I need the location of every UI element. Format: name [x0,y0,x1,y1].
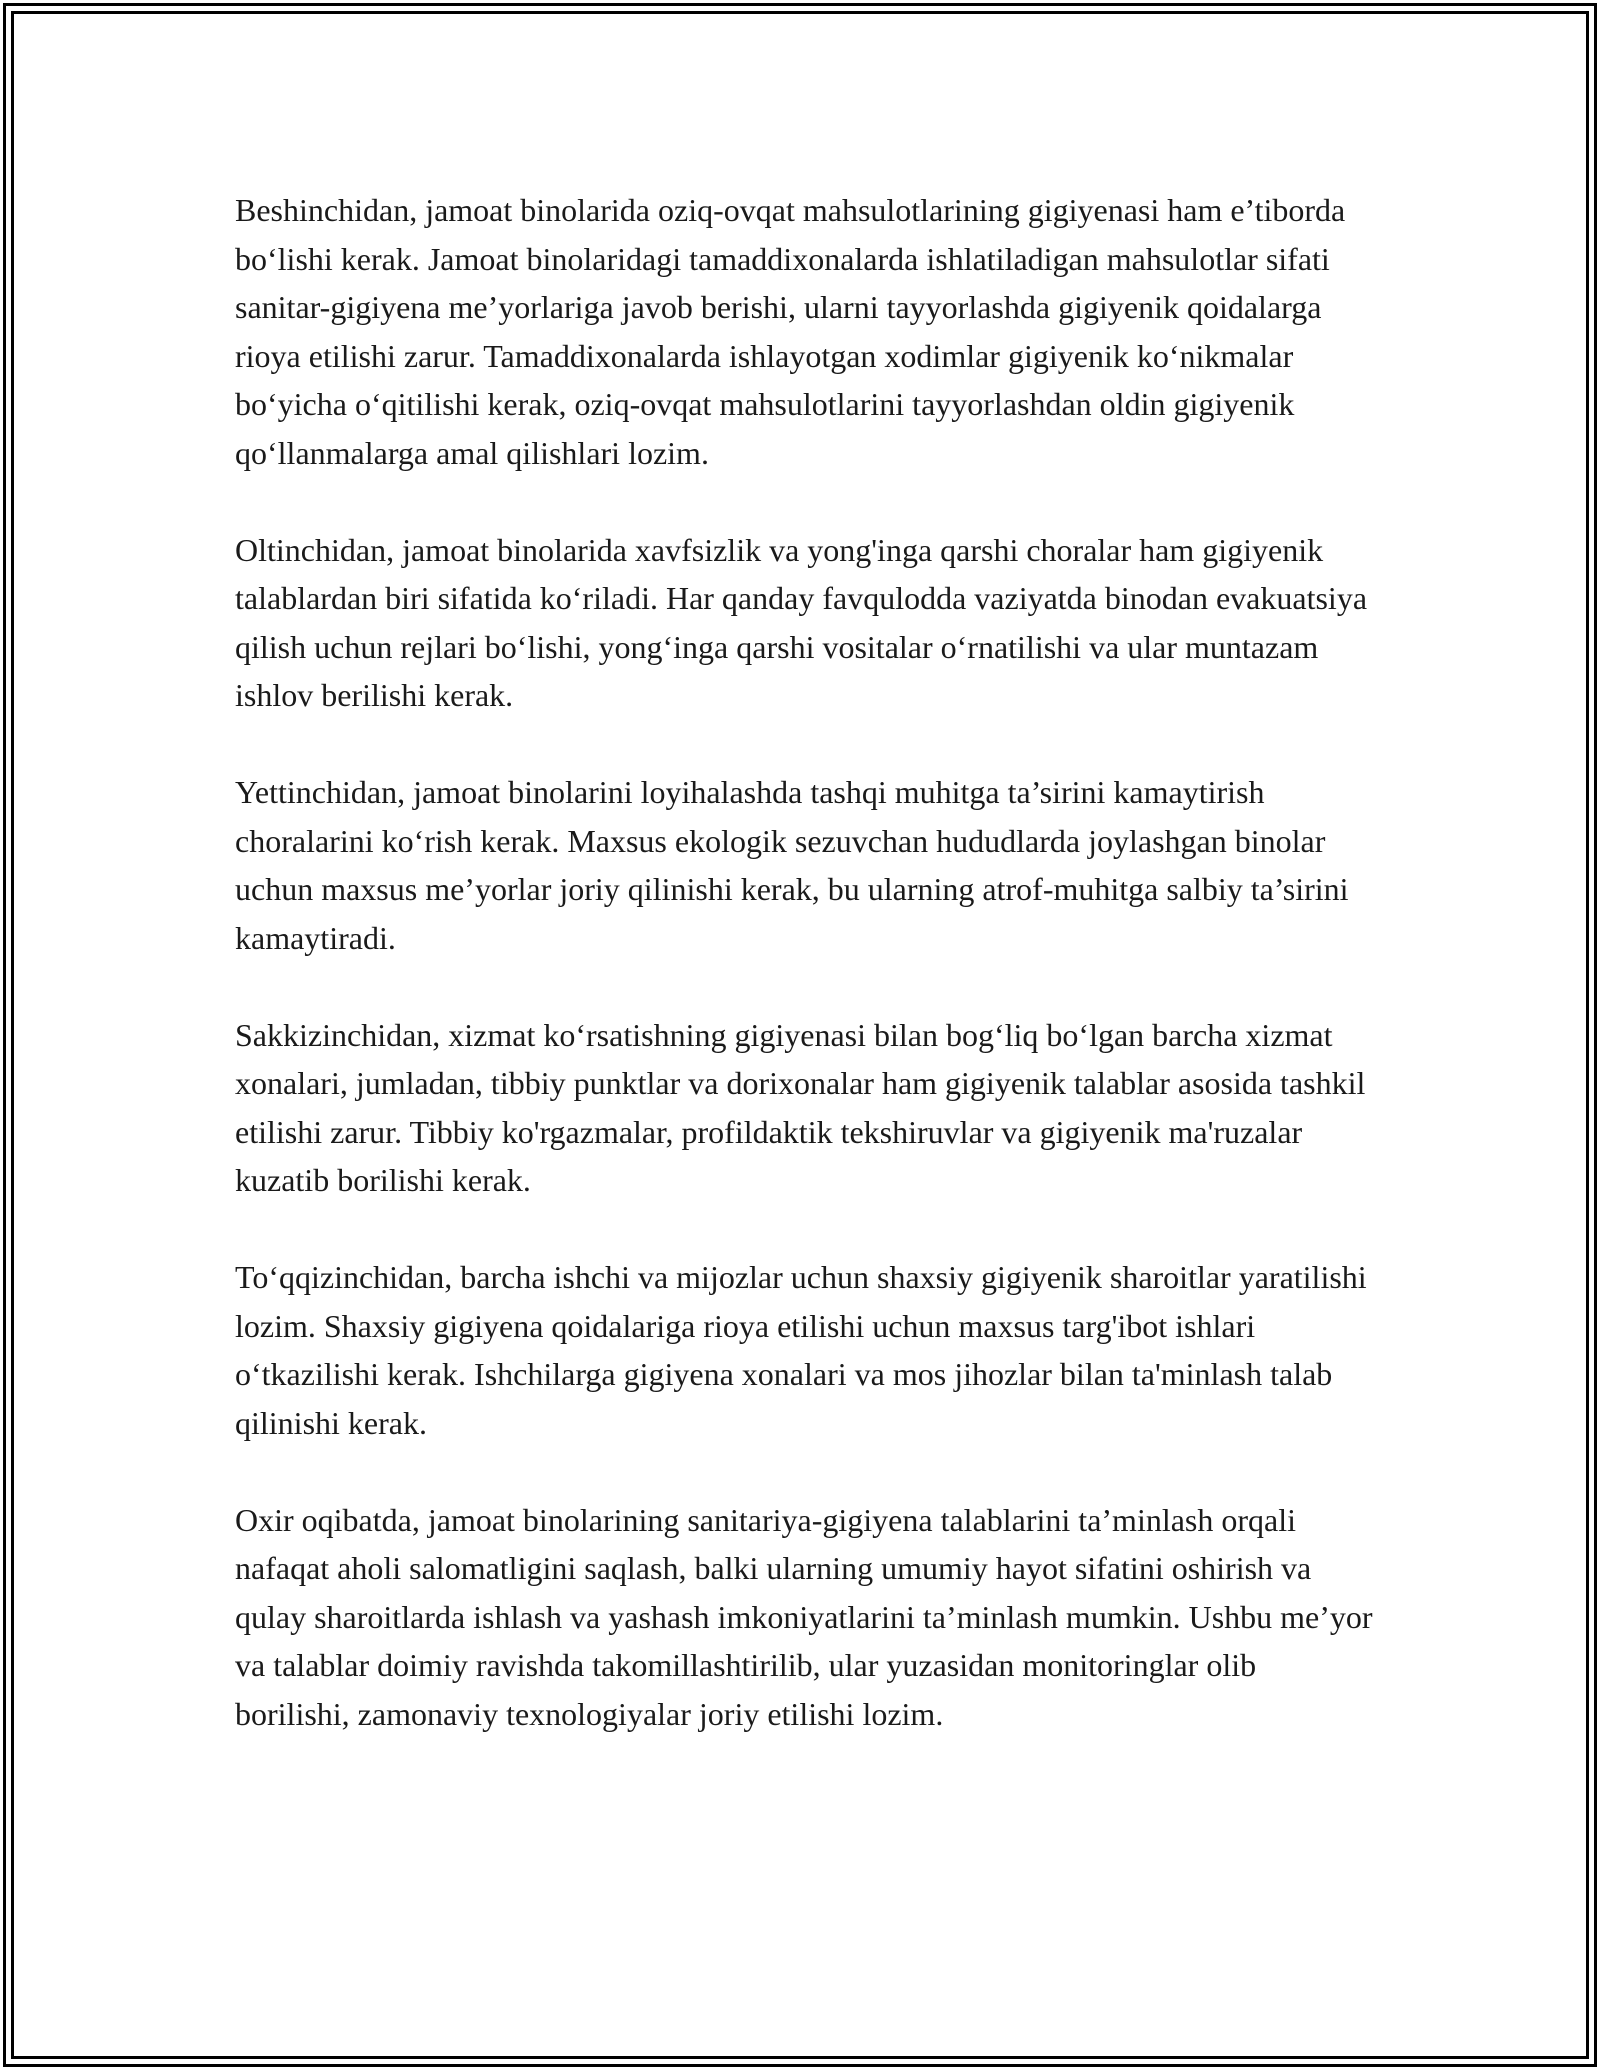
paragraph-ninth: To‘qqizinchidan, barcha ishchi va mijozlar uchun shaxsiy gigiyenik sharoitlar yaratilishi lozim. Shaxsiy gigiyena qoidalariga rioya etilishi uchun maxsus targ'ibot ishlari o‘tkazilishi kerak. Ishchilarga gigiyena xonalari va mos jihozlar bilan ta'minlash talab qilinishi kerak. [235,1259,1367,1441]
paragraph-fifth: Beshinchidan, jamoat binolarida oziq-ovqat mahsulotlarining gigiyenasi ham e’tiborda bo‘lishi kerak. Jamoat binolaridagi tamaddixonalarda ishlatiladigan mahsulotlar sifati sanitar-gigiyena me’yorlariga javob berishi, ularni tayyorlashda gigiyenik qoidalarga rioya etilishi zarur. Tamaddixonalarda ishlayotgan xodimlar gigiyenik ko‘nikmalar bo‘yicha o‘qitilishi kerak, oziq-ovqat mahsulotlarini tayyorlashdan oldin gigiyenik qo‘llanmalarga amal qilishlari lozim. [235,192,1346,471]
paragraph-eighth: Sakkizinchidan, xizmat ko‘rsatishning gigiyenasi bilan bog‘liq bo‘lgan barcha xizmat xonalari, jumladan, tibbiy punktlar va dorixonalar ham gigiyenik talablar asosida tashkil etilishi zarur. Tibbiy ko'rgazmalar, profildaktik tekshiruvlar va gigiyenik ma'ruzalar kuzatib borilishi kerak. [235,1016,1366,1198]
paragraph-conclusion: Oxir oqibatda, jamoat binolarining sanitariya-gigiyena talablarini ta’minlash orqali nafaqat aholi salomatligini saqlash, balki ularning umumiy hayot sifatini oshirish va qulay sharoitlarda ishlash va yashash imkoniyatlarini ta’minlash mumkin. Ushbu me’yor va talablar doimiy ravishda takomillashtirilib, ular yuzasidan monitoringlar olib borilishi, zamonaviy texnologiyalar joriy etilishi lozim. [235,1501,1373,1732]
paragraph-seventh: Yettinchidan, jamoat binolarini loyihalashda tashqi muhitga ta’sirini kamaytirish choralarini ko‘rish kerak. Maxsus ekologik sezuvchan hududlarda joylashgan binolar uchun maxsus me’yorlar joriy qilinishi kerak, bu ularning atrof-muhitga salbiy ta’sirini kamaytiradi. [235,774,1349,956]
document-body [235,186,1375,1738]
paragraph-sixth: Oltinchidan, jamoat binolarida xavfsizlik va yong'inga qarshi choralar ham gigiyenik talablardan biri sifatida ko‘riladi. Har qanday favqulodda vaziyatda binodan evakuatsiya qilish uchun rejlari bo‘lishi, yong‘inga qarshi vositalar o‘rnatilishi va ular muntazam ishlov berilishi kerak. [235,531,1368,713]
